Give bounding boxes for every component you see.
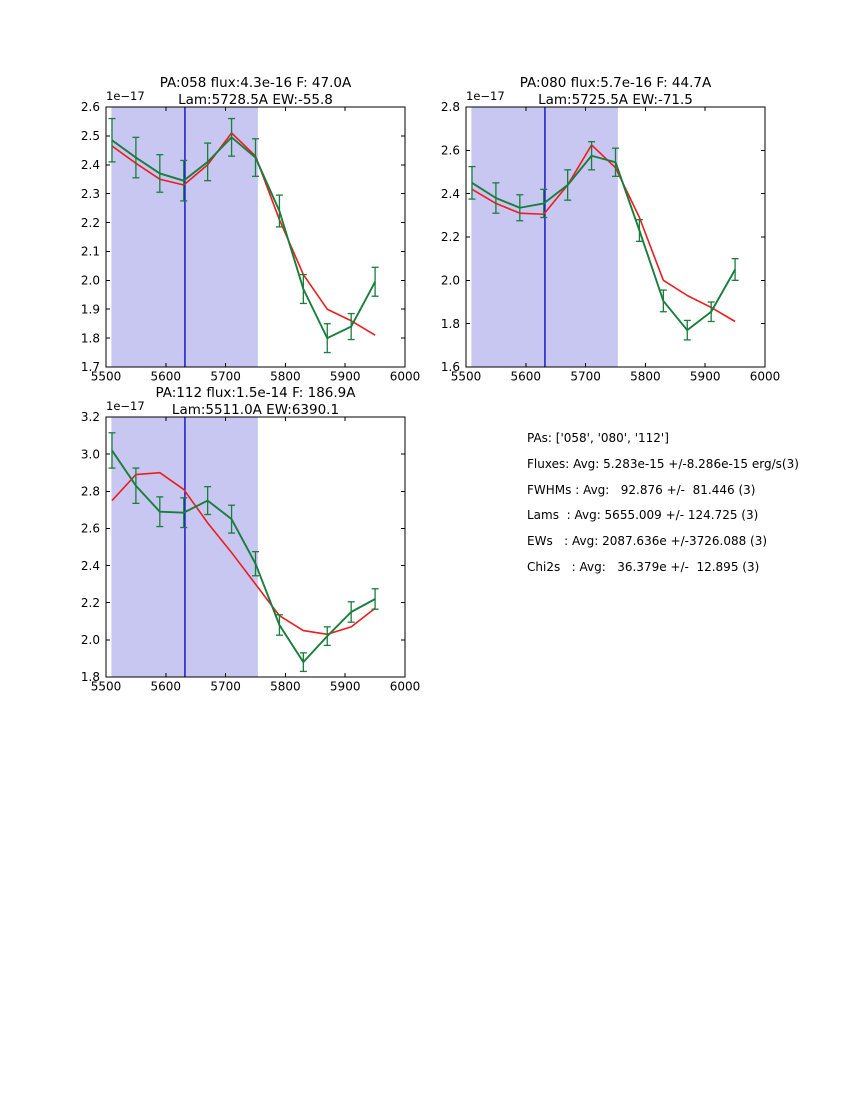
- y-tick-label: 2.8: [80, 484, 100, 499]
- x-tick-label: 5600: [150, 369, 182, 384]
- y-tick-label: 2.4: [80, 558, 100, 573]
- x-tick-label: 5800: [270, 369, 301, 384]
- y-axis-offset-label: 1e−17: [106, 89, 145, 103]
- y-tick-label: 1.9: [80, 302, 100, 317]
- x-tick-label: 6000: [389, 679, 421, 694]
- stats-line-fluxes: Fluxes: Avg: 5.283e-15 +/-8.286e-15 erg/s(3): [527, 456, 799, 471]
- x-tick-label: 5800: [270, 679, 301, 694]
- y-axis-offset-label: 1e−17: [466, 89, 505, 103]
- x-tick-label: 5800: [630, 369, 661, 384]
- x-tick-label: 5700: [210, 369, 241, 384]
- y-tick-label: 2.6: [80, 521, 100, 536]
- y-tick-label: 2.6: [440, 143, 460, 158]
- x-tick-label: 5700: [570, 369, 601, 384]
- y-tick-label: 1.7: [80, 360, 100, 375]
- y-tick-label: 1.6: [440, 360, 460, 375]
- chart-title-line2: Lam:5511.0A EW:6390.1: [171, 402, 340, 418]
- x-tick-label: 6000: [389, 369, 421, 384]
- y-tick-label: 2.5: [80, 129, 100, 144]
- y-tick-label: 1.8: [440, 316, 460, 331]
- x-tick-label: 5900: [689, 369, 721, 384]
- x-tick-label: 6000: [749, 369, 781, 384]
- y-tick-label: 2.0: [80, 273, 100, 288]
- y-tick-label: 2.0: [80, 633, 100, 648]
- chart-title-line1: PA:058 flux:4.3e-16 F: 47.0A: [159, 75, 352, 91]
- chart-title-line1: PA:112 flux:1.5e-14 F: 186.9A: [155, 385, 356, 401]
- y-tick-label: 3.2: [80, 410, 100, 425]
- y-tick-label: 2.0: [440, 273, 460, 288]
- stats-line-lams: Lams : Avg: 5655.009 +/- 124.725 (3): [527, 508, 759, 523]
- y-tick-label: 1.8: [80, 670, 100, 685]
- stats-line-ews: EWs : Avg: 2087.636e +/-3726.088 (3): [527, 534, 768, 549]
- y-tick-label: 2.8: [440, 100, 460, 115]
- spectrum-plot-pa080: [416, 67, 786, 397]
- summary-stats-panel: [527, 426, 799, 581]
- x-tick-label: 5600: [150, 679, 182, 694]
- y-tick-label: 3.0: [80, 447, 100, 462]
- x-tick-label: 5500: [90, 369, 122, 384]
- x-tick-label: 5500: [90, 679, 122, 694]
- x-tick-label: 5500: [450, 369, 482, 384]
- chart-title-line1: PA:080 flux:5.7e-16 F: 44.7A: [519, 75, 712, 91]
- y-tick-label: 2.3: [80, 186, 100, 201]
- x-tick-label: 5900: [329, 679, 361, 694]
- spectrum-plot-pa058: [56, 67, 426, 397]
- chart-title-line2: Lam:5725.5A EW:-71.5: [538, 92, 693, 108]
- y-tick-label: 2.4: [80, 157, 100, 172]
- stats-line-fwhms: FWHMs : Avg: 92.876 +/- 81.446 (3): [527, 482, 756, 497]
- y-tick-label: 2.2: [440, 230, 460, 245]
- chart-title-line2: Lam:5728.5A EW:-55.8: [178, 92, 333, 108]
- y-tick-label: 2.2: [80, 595, 100, 610]
- y-tick-label: 1.8: [80, 331, 100, 346]
- stats-line-pas: PAs: ['058', '080', '112']: [527, 431, 669, 445]
- y-tick-label: 2.4: [440, 186, 460, 201]
- stats-line-chi2s: Chi2s : Avg: 36.379e +/- 12.895 (3): [527, 559, 760, 574]
- y-axis-offset-label: 1e−17: [106, 399, 145, 413]
- y-tick-label: 2.6: [80, 100, 100, 115]
- y-tick-label: 2.2: [80, 215, 100, 230]
- x-tick-label: 5600: [510, 369, 542, 384]
- y-tick-label: 2.1: [80, 244, 100, 259]
- x-tick-label: 5900: [329, 369, 361, 384]
- spectrum-plot-pa112: [56, 377, 426, 707]
- x-tick-label: 5700: [210, 679, 241, 694]
